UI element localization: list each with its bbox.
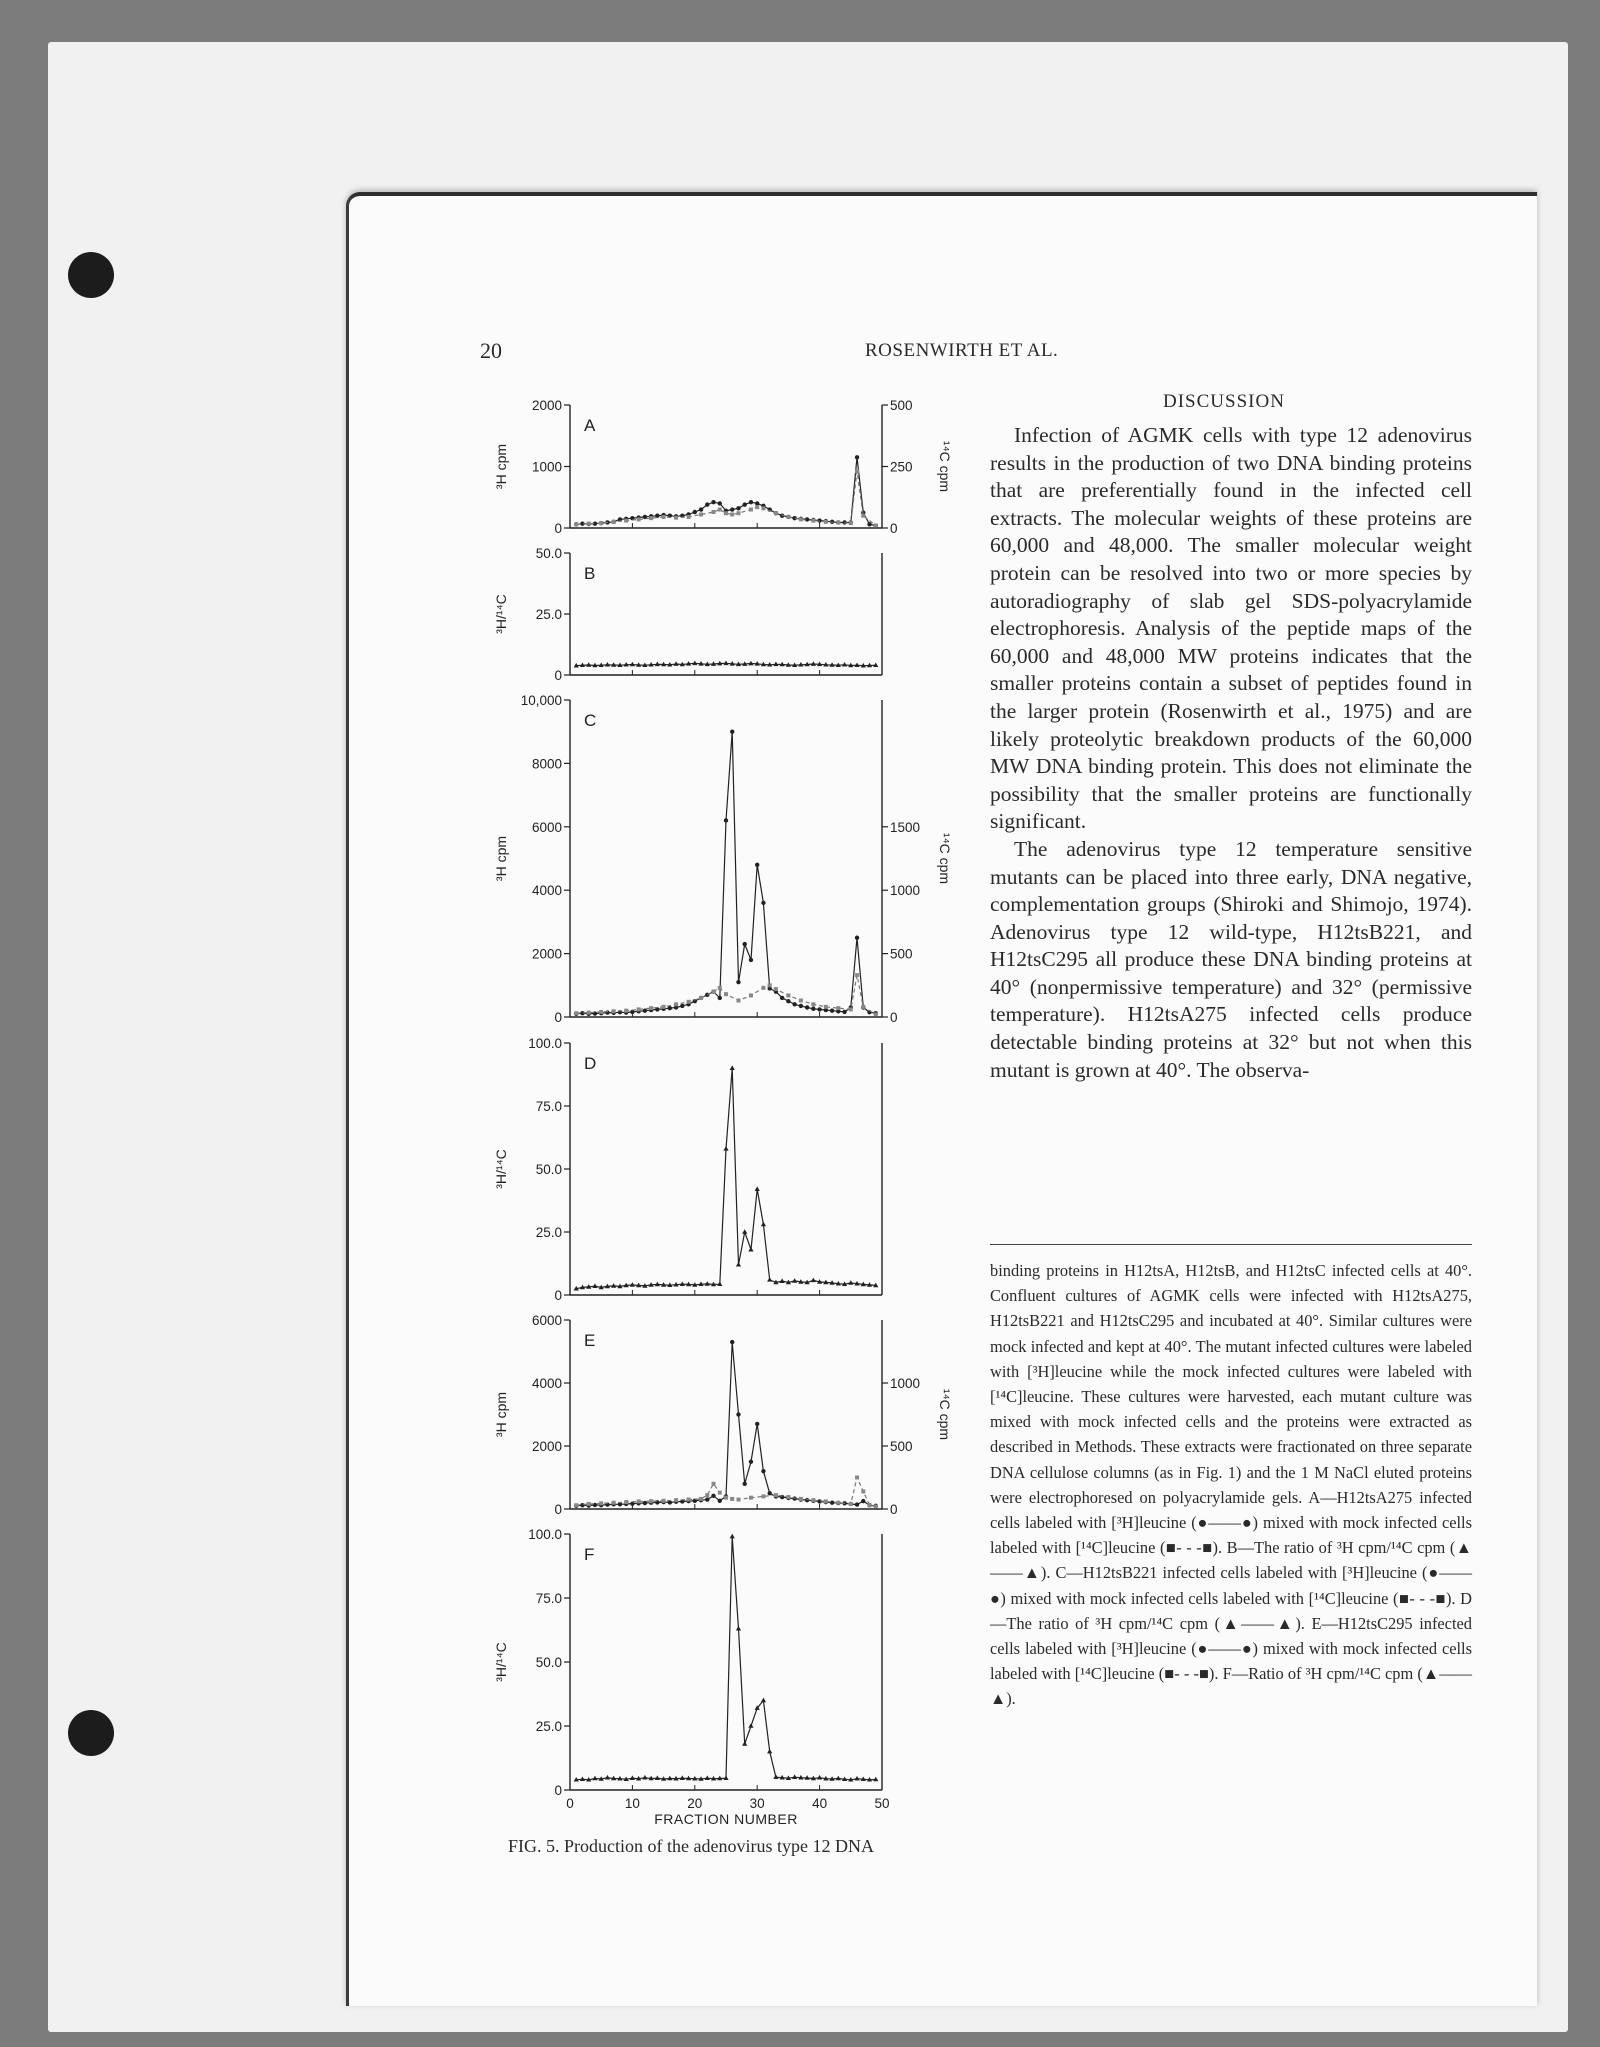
panel-c-data-point <box>855 936 859 940</box>
panel-c-label: C <box>584 711 597 730</box>
panel-c-series-1-line <box>576 732 876 1014</box>
panel-a-y-tick-label: 2000 <box>531 398 562 413</box>
panel-a-data-point <box>718 501 722 505</box>
panel-e-y-tick-label: 4000 <box>531 1376 562 1391</box>
panel-a-data-point <box>749 508 753 512</box>
panel-e-data-point <box>799 1497 803 1501</box>
panel-c-y-tick-label: 2000 <box>531 946 562 962</box>
panel-c-data-point <box>761 901 765 905</box>
panel-e-data-point <box>674 1498 678 1502</box>
panel-f-y-axis-label: ³H/¹⁴C <box>493 1642 509 1682</box>
panel-b-data-point <box>673 661 678 666</box>
panel-f-data-point <box>730 1534 735 1539</box>
panel-e-data-point <box>712 1482 716 1486</box>
panel-d-data-point <box>592 1283 597 1288</box>
panel-d-data-point <box>655 1282 660 1287</box>
panel-f-data-point <box>761 1698 766 1703</box>
panel-e-data-point <box>855 1502 859 1506</box>
panel-e-data-point <box>849 1502 853 1506</box>
panel-a-series-2-line <box>576 471 876 525</box>
panel-e-label: E <box>584 1331 596 1350</box>
panel-f-label: F <box>584 1545 595 1564</box>
panel-c-data-point <box>836 1006 840 1010</box>
panel-a-data-point <box>718 508 722 512</box>
panel-a-data-point <box>624 519 628 523</box>
panel-c-data-point <box>786 999 790 1003</box>
panel-e-data-point <box>687 1498 691 1502</box>
panel-f-data-point <box>836 1776 841 1781</box>
panel-f <box>564 1534 882 1790</box>
panel-c-data-point <box>805 1005 809 1009</box>
panel-a-y-tick-label: 0 <box>554 521 562 536</box>
panel-c-data-point <box>668 1006 672 1010</box>
panel-f-y-tick-label: 50.0 <box>535 1655 562 1670</box>
panel-a-data-point <box>749 500 753 504</box>
panel-a-series-1-line <box>576 457 876 525</box>
panel-e-y-tick-label: 2000 <box>531 1439 562 1454</box>
panel-e-data-point <box>749 1460 753 1464</box>
panel-c-data-point <box>674 1002 678 1006</box>
panel-e-data-point <box>855 1476 859 1480</box>
panel-c-data-point <box>662 1005 666 1009</box>
panel-f-x-tick-label: 40 <box>812 1796 828 1811</box>
panel-c-data-point <box>587 1011 591 1015</box>
panel-f-data-point <box>742 1741 747 1746</box>
panel-b <box>564 553 882 675</box>
panel-f-x-tick-label: 0 <box>566 1796 574 1811</box>
panel-f-y-tick-label: 0 <box>554 1783 562 1798</box>
panel-d-data-point <box>630 1282 635 1287</box>
panel-d-y-tick-label: 75.0 <box>535 1099 562 1114</box>
panel-f-data-point <box>854 1776 859 1781</box>
panel-d-data-point <box>611 1283 616 1288</box>
panel-c-data-point <box>574 1011 578 1015</box>
panel-c-y-tick-label: 8000 <box>531 756 562 772</box>
panel-a-right-tick-label: 0 <box>890 521 898 536</box>
panel-f-data-point <box>736 1626 741 1631</box>
panel-c-data-point <box>780 996 784 1000</box>
panel-c-data-point <box>799 999 803 1003</box>
panel-a-data-point <box>761 506 765 510</box>
panel-e-data-point <box>587 1502 591 1506</box>
panel-f-data-point <box>592 1776 597 1781</box>
panel-e-data-point <box>705 1493 709 1497</box>
panel-a-data-point <box>711 500 715 504</box>
panel-a-data-point <box>849 521 853 525</box>
panel-e-data-point <box>874 1504 878 1508</box>
panel-d-y-tick-label: 100.0 <box>528 1036 562 1051</box>
panel-f-x-tick-label: 20 <box>687 1796 703 1811</box>
panel-b-y-tick-label: 25.0 <box>535 607 562 622</box>
panel-c-data-point <box>855 973 859 977</box>
panel-c-data-point <box>849 1007 853 1011</box>
panel-d-data-point <box>755 1186 760 1191</box>
panel-e-data-point <box>599 1501 603 1505</box>
panel-e-data-point <box>755 1422 759 1426</box>
panel-d-data-point <box>848 1280 853 1285</box>
panel-c-data-point <box>749 958 753 962</box>
panel-c-data-point <box>824 1005 828 1009</box>
panel-e-data-point <box>786 1495 790 1499</box>
panel-a-data-point <box>799 517 803 521</box>
panel-c-data-point <box>680 1004 684 1008</box>
panel-a-data-point <box>811 519 815 523</box>
punch-hole-top <box>68 252 114 298</box>
panel-e-data-point <box>699 1497 703 1501</box>
panel-e-data-point <box>830 1501 834 1505</box>
panel-a-data-point <box>874 524 878 528</box>
page-number: 20 <box>480 338 502 363</box>
panel-f-data-point <box>767 1749 772 1754</box>
panel-e-data-point <box>711 1494 715 1498</box>
panel-c-data-point <box>637 1007 641 1011</box>
panel-a-right-tick-label: 500 <box>890 398 913 413</box>
panel-a-data-point <box>867 522 871 526</box>
panel-a-data-point <box>612 520 616 524</box>
panel-e-data-point <box>637 1499 641 1503</box>
panel-a-y-tick-label: 1000 <box>531 459 562 475</box>
panel-e-data-point <box>662 1499 666 1503</box>
panel-f-data-point <box>630 1775 635 1780</box>
discussion-body <box>990 422 1472 1084</box>
panel-e-y-axis-label: ³H cpm <box>493 1391 509 1438</box>
panel-e <box>564 1320 888 1509</box>
panel-f-series-1-line <box>576 1537 876 1780</box>
panel-e-data-point <box>724 1496 728 1500</box>
panel-a-data-point <box>736 511 740 515</box>
panel-d <box>564 1043 882 1295</box>
panel-a-data-point <box>743 502 747 506</box>
panel-a-data-point <box>699 512 703 516</box>
panel-a-data-point <box>786 515 790 519</box>
panel-f-data-point <box>748 1723 753 1728</box>
panel-a-data-point <box>599 521 603 525</box>
panel-b-y-axis-label: ³H/¹⁴C <box>493 594 509 634</box>
panel-e-data-point <box>649 1499 653 1503</box>
panel-c-data-point <box>649 1006 653 1010</box>
panel-e-data-point <box>574 1503 578 1507</box>
panel-c-data-point <box>730 730 734 734</box>
panel-e-series-1-line <box>576 1342 876 1506</box>
panel-d-data-point <box>767 1277 772 1282</box>
panel-d-y-tick-label: 50.0 <box>535 1162 562 1177</box>
panel-b-data-point <box>842 662 847 667</box>
panel-a-data-point <box>699 507 703 511</box>
panel-a-data-point <box>705 502 709 506</box>
panel-c-data-point <box>786 993 790 997</box>
panel-c-data-point <box>749 993 753 997</box>
panel-c-data-point <box>755 863 759 867</box>
panel-d-y-tick-label: 0 <box>554 1288 562 1303</box>
panel-b-label: B <box>584 564 596 583</box>
panel-f-y-tick-label: 75.0 <box>535 1591 562 1606</box>
panel-d-label: D <box>584 1054 597 1073</box>
panel-a-data-point <box>736 506 740 510</box>
panel-a-data-point <box>755 501 759 505</box>
panel-c-data-point <box>817 1007 821 1011</box>
panel-e-right-tick-label: 1000 <box>890 1376 921 1391</box>
panel-e-data-point <box>861 1499 865 1503</box>
panel-c-data-point <box>699 996 703 1000</box>
panel-a-data-point <box>649 516 653 520</box>
panel-c-data-point <box>761 986 765 990</box>
figure-caption-continuation: binding proteins in H12tsA, H12tsB, and H12tsC infected cells at 40°. Confluent cultures of AGMK cells were infected with H12tsA275, H12tsB221 and H12tsC295 and incubated at 40°. Similar cultures were mock infected and kept at 40°. The mutant infected cultures were labeled with [³H]leucine while the mock infected cultures were labeled with [¹⁴C]leucine. These cultures were harvested, each mutant culture was mixed with mock infected cells and the proteins were extracted as described in Methods. These extracts were fractionated on three separate DNA cellulose columns (as in Fig. 1) and the 1 M NaCl eluted proteins were electrophoresed on polyacrylamide gels. A—H12tsA275 infected cells labeled with [³H]leucine (●——●) mixed with mock infected cells labeled with [¹⁴C]leucine (■- - -■). B—The ratio of ³H cpm/¹⁴C cpm (▲——▲). C—H12tsB221 infected cells labeled with [³H]leucine (●——●) mixed with mock infected cells labeled with [¹⁴C]leucine (■- - -■). D—The ratio of ³H cpm/¹⁴C cpm (▲——▲). E—H12tsC295 infected cells labeled with [³H]leucine (●——●) mixed with mock infected cells labeled with [¹⁴C]leucine (■- - -■). F—Ratio of ³H cpm/¹⁴C cpm (▲——▲). <box>990 1261 1472 1709</box>
panel-a-data-point <box>662 515 666 519</box>
panel-c-data-point <box>743 942 747 946</box>
discussion-paragraph-1: Infection of AGMK cells with type 12 adenovirus results in the production of two DNA binding proteins that are preferentially found in the infected cell extracts. The molecular weights of these proteins are 60,000 and 48,000. The smaller molecular weight protein can be resolved into two or more species by autoradiography of slab gel SDS-polyacrylamide electrophoresis. Analysis of the peptide maps of the 60,000 and 48,000 MW proteins indicates that the smaller proteins contain a subset of peptides found in the larger protein (Rosenwirth et al., 1975) and are likely proteolytic breakdown products of the 60,000 MW DNA binding protein. This does not eliminate the possibility that the smaller proteins are functionally significant. <box>990 423 1472 834</box>
panel-a-right-tick-label: 250 <box>890 459 913 475</box>
panel-c-data-point <box>712 990 716 994</box>
panel-c-right-tick-label: 1000 <box>890 883 921 899</box>
panel-d-data-point <box>730 1065 735 1070</box>
panel-a <box>564 405 888 528</box>
panel-e-data-point <box>743 1482 747 1486</box>
panel-c-y-tick-label: 0 <box>554 1010 562 1025</box>
panel-c-right-tick-label: 0 <box>890 1010 898 1025</box>
panel-a-data-point <box>693 510 697 514</box>
panel-c-data-point <box>718 986 722 990</box>
panel-c-right-tick-label: 500 <box>890 946 913 962</box>
panel-f-data-point <box>580 1776 585 1781</box>
panel-c-data-point <box>842 1010 846 1014</box>
panel-a-data-point <box>637 517 641 521</box>
panel-d-data-point <box>792 1278 797 1283</box>
panel-c-data-point <box>799 1004 803 1008</box>
panel-a-label: A <box>584 416 596 435</box>
panel-b-y-tick-label: 0 <box>554 668 562 683</box>
section-title: DISCUSSION <box>1163 391 1285 412</box>
panel-c-data-point <box>811 1002 815 1006</box>
panel-c-data-point <box>724 992 728 996</box>
panel-c-data-point <box>736 980 740 984</box>
figure-5-charts <box>470 385 970 1825</box>
panel-e-data-point <box>718 1499 722 1503</box>
panel-d-y-tick-label: 25.0 <box>535 1225 562 1240</box>
panel-d-y-axis-label: ³H/¹⁴C <box>493 1149 509 1189</box>
panel-e-data-point <box>761 1469 765 1473</box>
panel-f-data-point <box>705 1775 710 1780</box>
panel-e-y-tick-label: 0 <box>554 1502 562 1517</box>
panel-d-data-point <box>780 1278 785 1283</box>
panel-c-data-point <box>612 1009 616 1013</box>
panel-f-data-point <box>605 1775 610 1780</box>
panel-a-data-point <box>755 505 759 509</box>
panel-d-series-1-line <box>576 1068 876 1289</box>
running-head: ROSENWIRTH ET AL. <box>865 340 1059 361</box>
panel-c-data-point <box>861 1005 865 1009</box>
panel-c-y-axis-label: ³H cpm <box>493 835 509 882</box>
panel-c-right-axis-label: ¹⁴C cpm <box>937 832 953 885</box>
panel-a-data-point <box>730 507 734 511</box>
panel-c-data-point <box>768 983 772 987</box>
panel-e-data-point <box>580 1503 584 1507</box>
panel-c-data-point <box>624 1009 628 1013</box>
panel-f-y-tick-label: 25.0 <box>535 1719 562 1734</box>
panel-d-data-point <box>748 1247 753 1252</box>
panel-f-x-tick-label: 10 <box>624 1796 640 1811</box>
panel-f-data-point <box>817 1775 822 1780</box>
panel-a-data-point <box>687 515 691 519</box>
panel-c-y-tick-label: 10,000 <box>520 693 562 708</box>
footnote-rule <box>990 1244 1472 1245</box>
panel-c-data-point <box>718 996 722 1000</box>
panel-f-x-tick-label: 30 <box>749 1796 765 1811</box>
panel-b-data-point <box>605 662 610 667</box>
panel-a-right-axis-label: ¹⁴C cpm <box>937 440 953 493</box>
panel-b-data-point <box>692 660 697 665</box>
panel-c-data-point <box>874 1012 878 1016</box>
panel-a-y-axis-label: ³H cpm <box>493 443 509 490</box>
panel-d-data-point <box>811 1278 816 1283</box>
panel-c-y-tick-label: 6000 <box>531 819 562 835</box>
panel-e-y-tick-label: 6000 <box>531 1313 562 1328</box>
panel-a-data-point <box>674 516 678 520</box>
panel-e-data-point <box>624 1500 628 1504</box>
panel-c-y-tick-label: 4000 <box>531 883 562 899</box>
panel-e-data-point <box>868 1503 872 1507</box>
panel-c-data-point <box>774 987 778 991</box>
panel-c-data-point <box>687 1000 691 1004</box>
panel-f-data-point <box>792 1774 797 1779</box>
panel-c-data-point <box>830 1008 834 1012</box>
panel-f-y-tick-label: 100.0 <box>528 1527 562 1542</box>
punch-hole-bottom <box>68 1710 114 1756</box>
panel-a-data-point <box>774 511 778 515</box>
panel-a-data-point <box>587 522 591 526</box>
panel-e-data-point <box>749 1496 753 1500</box>
panel-e-data-point <box>836 1501 840 1505</box>
panel-b-y-tick-label: 50.0 <box>535 546 562 561</box>
panel-e-data-point <box>730 1497 734 1501</box>
panel-e-right-axis-label: ¹⁴C cpm <box>937 1388 953 1441</box>
panel-a-data-point <box>724 511 728 515</box>
panel-a-data-point <box>836 521 840 525</box>
panel-f-data-point <box>773 1774 778 1779</box>
panel-a-data-point <box>730 512 734 516</box>
panel-e-right-tick-label: 0 <box>890 1502 898 1517</box>
panel-f-x-tick-label: 50 <box>874 1796 890 1811</box>
panel-d-data-point <box>761 1222 766 1227</box>
panel-e-data-point <box>761 1494 765 1498</box>
panel-c-data-point <box>599 1010 603 1014</box>
panel-c-right-tick-label: 1500 <box>890 819 921 835</box>
panel-e-data-point <box>730 1340 734 1344</box>
panel-e-data-point <box>736 1412 740 1416</box>
panel-c-data-point <box>724 818 728 822</box>
panel-e-data-point <box>824 1499 828 1503</box>
panel-e-data-point <box>612 1501 616 1505</box>
panel-e-data-point <box>736 1498 740 1502</box>
panel-e-data-point <box>718 1491 722 1495</box>
panel-d-data-point <box>723 1146 728 1151</box>
panel-e-right-tick-label: 500 <box>890 1439 913 1454</box>
panel-f-x-axis-label: FRACTION NUMBER <box>654 1811 798 1825</box>
panel-f-data-point <box>642 1775 647 1780</box>
panel-c <box>564 700 888 1017</box>
figure-caption-lead: FIG. 5. Production of the adenovirus type 12 DNA <box>508 1836 874 1856</box>
panel-a-data-point <box>861 514 865 518</box>
panel-d-data-point <box>736 1262 741 1267</box>
panel-c-data-point <box>811 1007 815 1011</box>
panel-c-data-point <box>736 999 740 1003</box>
panel-e-data-point <box>861 1489 865 1493</box>
panel-e-data-point <box>767 1491 771 1495</box>
panel-a-data-point <box>824 520 828 524</box>
panel-a-data-point <box>855 455 859 459</box>
panel-e-data-point <box>705 1497 709 1501</box>
panel-c-data-point <box>792 1002 796 1006</box>
panel-a-data-point <box>855 469 859 473</box>
discussion-paragraph-2: The adenovirus type 12 temperature sensitive mutants can be placed into three early, DNA negative, complementation groups (Shiroki and Shimojo, 1974). Adenovirus type 12 wild-type, H12tsB221, and H12tsC295 all produce these DNA binding proteins at 40° (nonpermissive temperature) and 32° (permissive temperature). H12tsA275 infected cells produce detectable binding proteins at 32° but not when this mutant is grown at 40°. The observa- <box>990 836 1472 1082</box>
panel-a-data-point <box>574 522 578 526</box>
panel-e-data-point <box>811 1498 815 1502</box>
panel-e-data-point <box>774 1493 778 1497</box>
panel-d-data-point <box>742 1229 747 1234</box>
panel-a-data-point <box>712 510 716 514</box>
